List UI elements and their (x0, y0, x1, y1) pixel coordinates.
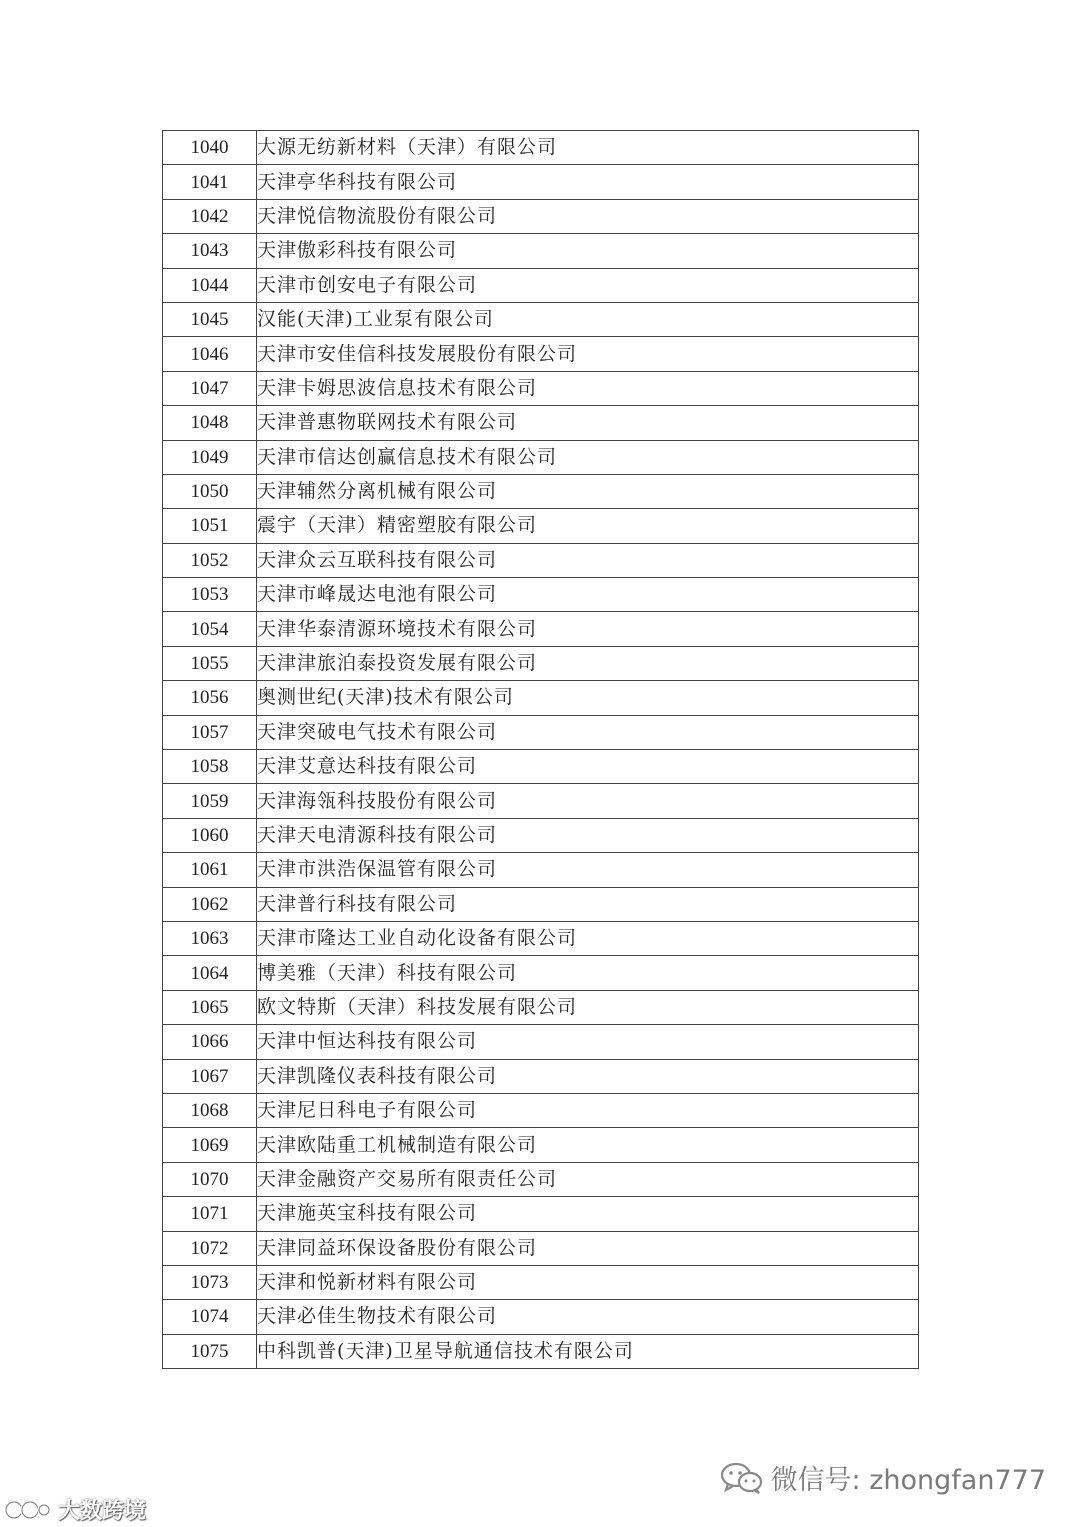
table-row (163, 1025, 919, 1059)
table-row (163, 612, 919, 646)
table-row (163, 1300, 919, 1334)
row-number: 1065 (163, 990, 257, 1024)
brand-text: 大数跨境 (58, 1499, 147, 1524)
row-number: 1040 (163, 131, 257, 165)
row-number: 1061 (163, 853, 257, 887)
table-row (163, 165, 919, 199)
company-name: 天津海瓴科技股份有限公司 (257, 784, 919, 818)
row-number: 1070 (163, 1162, 257, 1196)
row-number: 1066 (163, 1025, 257, 1059)
row-number: 1072 (163, 1231, 257, 1265)
company-name: 博美雅（天津）科技有限公司 (257, 956, 919, 990)
row-number: 1046 (163, 337, 257, 371)
company-name: 天津凯隆仪表科技有限公司 (257, 1059, 919, 1093)
row-number: 1068 (163, 1093, 257, 1127)
table-row (163, 681, 919, 715)
row-number: 1056 (163, 681, 257, 715)
company-name: 中科凯普(天津)卫星导航通信技术有限公司 (257, 1334, 919, 1368)
company-list-body (163, 131, 919, 1369)
company-name: 天津施英宝科技有限公司 (257, 1197, 919, 1231)
table-row (163, 1334, 919, 1368)
company-name: 汉能(天津)工业泵有限公司 (257, 302, 919, 336)
company-name: 天津悦信物流股份有限公司 (257, 199, 919, 233)
company-name: 震宇（天津）精密塑胶有限公司 (257, 509, 919, 543)
table-row (163, 818, 919, 852)
company-name: 天津金融资产交易所有限责任公司 (257, 1162, 919, 1196)
table-row (163, 646, 919, 680)
table-row (163, 1231, 919, 1265)
table-row (163, 784, 919, 818)
company-name: 天津傲彩科技有限公司 (257, 234, 919, 268)
wechat-watermark (719, 1458, 1046, 1497)
row-number: 1041 (163, 165, 257, 199)
row-number: 1062 (163, 887, 257, 921)
company-name: 天津和悦新材料有限公司 (257, 1265, 919, 1299)
company-name: 天津辅然分离机械有限公司 (257, 474, 919, 508)
table-row (163, 921, 919, 955)
wechat-id-text: 微信号: zhongfan777 (770, 1465, 1046, 1496)
company-name: 天津市创安电子有限公司 (257, 268, 919, 302)
table-row (163, 543, 919, 577)
table-row (163, 1093, 919, 1127)
row-number: 1045 (163, 302, 257, 336)
row-number: 1044 (163, 268, 257, 302)
table-row (163, 1265, 919, 1299)
company-name: 天津卡姆思波信息技术有限公司 (257, 371, 919, 405)
company-name: 天津众云互联科技有限公司 (257, 543, 919, 577)
table-row (163, 337, 919, 371)
company-name: 天津尼日科电子有限公司 (257, 1093, 919, 1127)
table-row (163, 509, 919, 543)
row-number: 1064 (163, 956, 257, 990)
table-row (163, 1197, 919, 1231)
row-number: 1047 (163, 371, 257, 405)
row-number: 1059 (163, 784, 257, 818)
row-number: 1042 (163, 199, 257, 233)
table-row (163, 956, 919, 990)
table-row (163, 887, 919, 921)
company-name: 天津同益环保设备股份有限公司 (257, 1231, 919, 1265)
company-name: 天津必佳生物技术有限公司 (257, 1300, 919, 1334)
company-name: 天津中恒达科技有限公司 (257, 1025, 919, 1059)
brand-logo-icon (4, 1497, 54, 1523)
company-name: 天津津旅泊泰投资发展有限公司 (257, 646, 919, 680)
table-row (163, 234, 919, 268)
company-name: 天津市安佳信科技发展股份有限公司 (257, 337, 919, 371)
row-number: 1060 (163, 818, 257, 852)
company-name: 天津艾意达科技有限公司 (257, 750, 919, 784)
table-row (163, 715, 919, 749)
table-row (163, 1059, 919, 1093)
company-name: 大源无纺新材料（天津）有限公司 (257, 131, 919, 165)
table-row (163, 474, 919, 508)
company-name: 奥测世纪(天津)技术有限公司 (257, 681, 919, 715)
row-number: 1051 (163, 509, 257, 543)
company-name: 天津华泰清源环境技术有限公司 (257, 612, 919, 646)
company-list-table (162, 130, 919, 1369)
row-number: 1048 (163, 406, 257, 440)
company-name: 天津普行科技有限公司 (257, 887, 919, 921)
table-row (163, 853, 919, 887)
table-row (163, 578, 919, 612)
table-row (163, 302, 919, 336)
row-number: 1058 (163, 750, 257, 784)
company-name: 天津亭华科技有限公司 (257, 165, 919, 199)
table-row (163, 1128, 919, 1162)
table-row (163, 440, 919, 474)
table-row (163, 268, 919, 302)
company-name: 欧文特斯（天津）科技发展有限公司 (257, 990, 919, 1024)
table-row (163, 990, 919, 1024)
table-row (163, 1162, 919, 1196)
row-number: 1069 (163, 1128, 257, 1162)
company-name: 天津市信达创赢信息技术有限公司 (257, 440, 919, 474)
row-number: 1053 (163, 578, 257, 612)
company-name: 天津市洪浩保温管有限公司 (257, 853, 919, 887)
company-name: 天津天电清源科技有限公司 (257, 818, 919, 852)
row-number: 1073 (163, 1265, 257, 1299)
table-row (163, 750, 919, 784)
row-number: 1057 (163, 715, 257, 749)
table-row (163, 371, 919, 405)
row-number: 1074 (163, 1300, 257, 1334)
row-number: 1067 (163, 1059, 257, 1093)
row-number: 1063 (163, 921, 257, 955)
row-number: 1071 (163, 1197, 257, 1231)
table-row (163, 406, 919, 440)
row-number: 1049 (163, 440, 257, 474)
row-number: 1054 (163, 612, 257, 646)
table-row (163, 199, 919, 233)
company-name: 天津突破电气技术有限公司 (257, 715, 919, 749)
company-name: 天津市峰晟达电池有限公司 (257, 578, 919, 612)
row-number: 1050 (163, 474, 257, 508)
row-number: 1075 (163, 1334, 257, 1368)
company-name: 天津市隆达工业自动化设备有限公司 (257, 921, 919, 955)
company-name: 天津欧陆重工机械制造有限公司 (257, 1128, 919, 1162)
table-row (163, 131, 919, 165)
row-number: 1043 (163, 234, 257, 268)
row-number: 1055 (163, 646, 257, 680)
row-number: 1052 (163, 543, 257, 577)
wechat-icon (719, 1461, 765, 1495)
company-name: 天津普惠物联网技术有限公司 (257, 406, 919, 440)
brand-watermark (4, 1494, 146, 1525)
